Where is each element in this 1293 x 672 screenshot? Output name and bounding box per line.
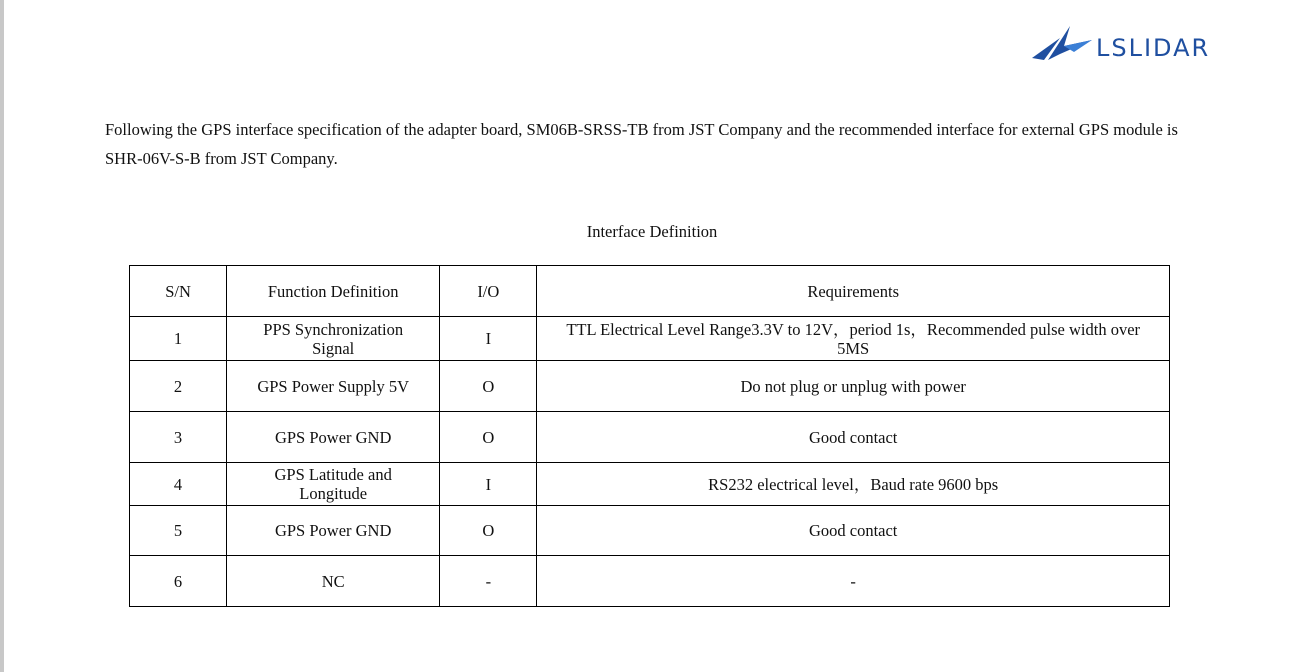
table-row [130, 361, 1170, 412]
cell-function-text: GPS Power GND [274, 427, 392, 447]
logo-wordmark: LSLIDAR [1096, 34, 1211, 62]
cell-sn: 6 [130, 556, 227, 607]
header-io: I/O [440, 266, 537, 317]
table-row [130, 317, 1170, 361]
cell-sn: 2 [130, 361, 227, 412]
cell-function-text: GPS Latitude and Longitude [274, 465, 392, 503]
cell-requirements: Good contact [537, 412, 1170, 463]
cell-requirements [537, 317, 1170, 361]
table-row [130, 556, 1170, 607]
cell-io: O [440, 506, 537, 556]
cell-requirements: Do not plug or unplug with power [537, 361, 1170, 412]
page-left-border [0, 0, 4, 672]
cell-io: O [440, 361, 537, 412]
cell-requirements: RS232 electrical level，Baud rate 9600 bps [537, 463, 1170, 506]
cell-function-text: GPS Power GND [274, 521, 392, 540]
cell-function [227, 506, 440, 556]
cell-sn: 1 [130, 317, 227, 361]
logo-mark-icon [1030, 22, 1094, 66]
header-function-definition: Function Definition [227, 266, 440, 317]
cell-requirements-text: TTL Electrical Level Range3.3V to 12V，period 1s，Recommended pulse width over 5MS [566, 319, 1141, 358]
table-caption: Interface Definition [586, 222, 718, 241]
cell-function [227, 317, 440, 361]
cell-sn: 3 [130, 412, 227, 463]
cell-io: I [440, 463, 537, 506]
cell-function-text: NC [321, 571, 345, 591]
cell-function [227, 556, 440, 607]
intro-paragraph: Following the GPS interface specification of the adapter board, SM06B-SRSS-TB from JST Company and the recommended interface for external GPS module is SHR-06V-S-B from JST Company. [105, 120, 1178, 168]
table-header-row [130, 266, 1170, 317]
cell-function-text: PPS Synchronization Signal [263, 319, 404, 358]
header-requirements: Requirements [537, 266, 1170, 317]
cell-function [227, 361, 440, 412]
interface-definition-table [129, 265, 1170, 607]
cell-requirements: - [537, 556, 1170, 607]
table-row [130, 463, 1170, 506]
cell-function [227, 463, 440, 506]
header-sn: S/N [130, 266, 227, 317]
cell-function-text: GPS Power Supply 5V [257, 376, 410, 396]
cell-io: O [440, 412, 537, 463]
cell-io: - [440, 556, 537, 607]
table-row [130, 412, 1170, 463]
cell-sn: 4 [130, 463, 227, 506]
table-row [130, 506, 1170, 556]
cell-sn: 5 [130, 506, 227, 556]
company-logo [1030, 22, 1220, 66]
cell-function [227, 412, 440, 463]
cell-requirements: Good contact [537, 506, 1170, 556]
cell-io: I [440, 317, 537, 361]
